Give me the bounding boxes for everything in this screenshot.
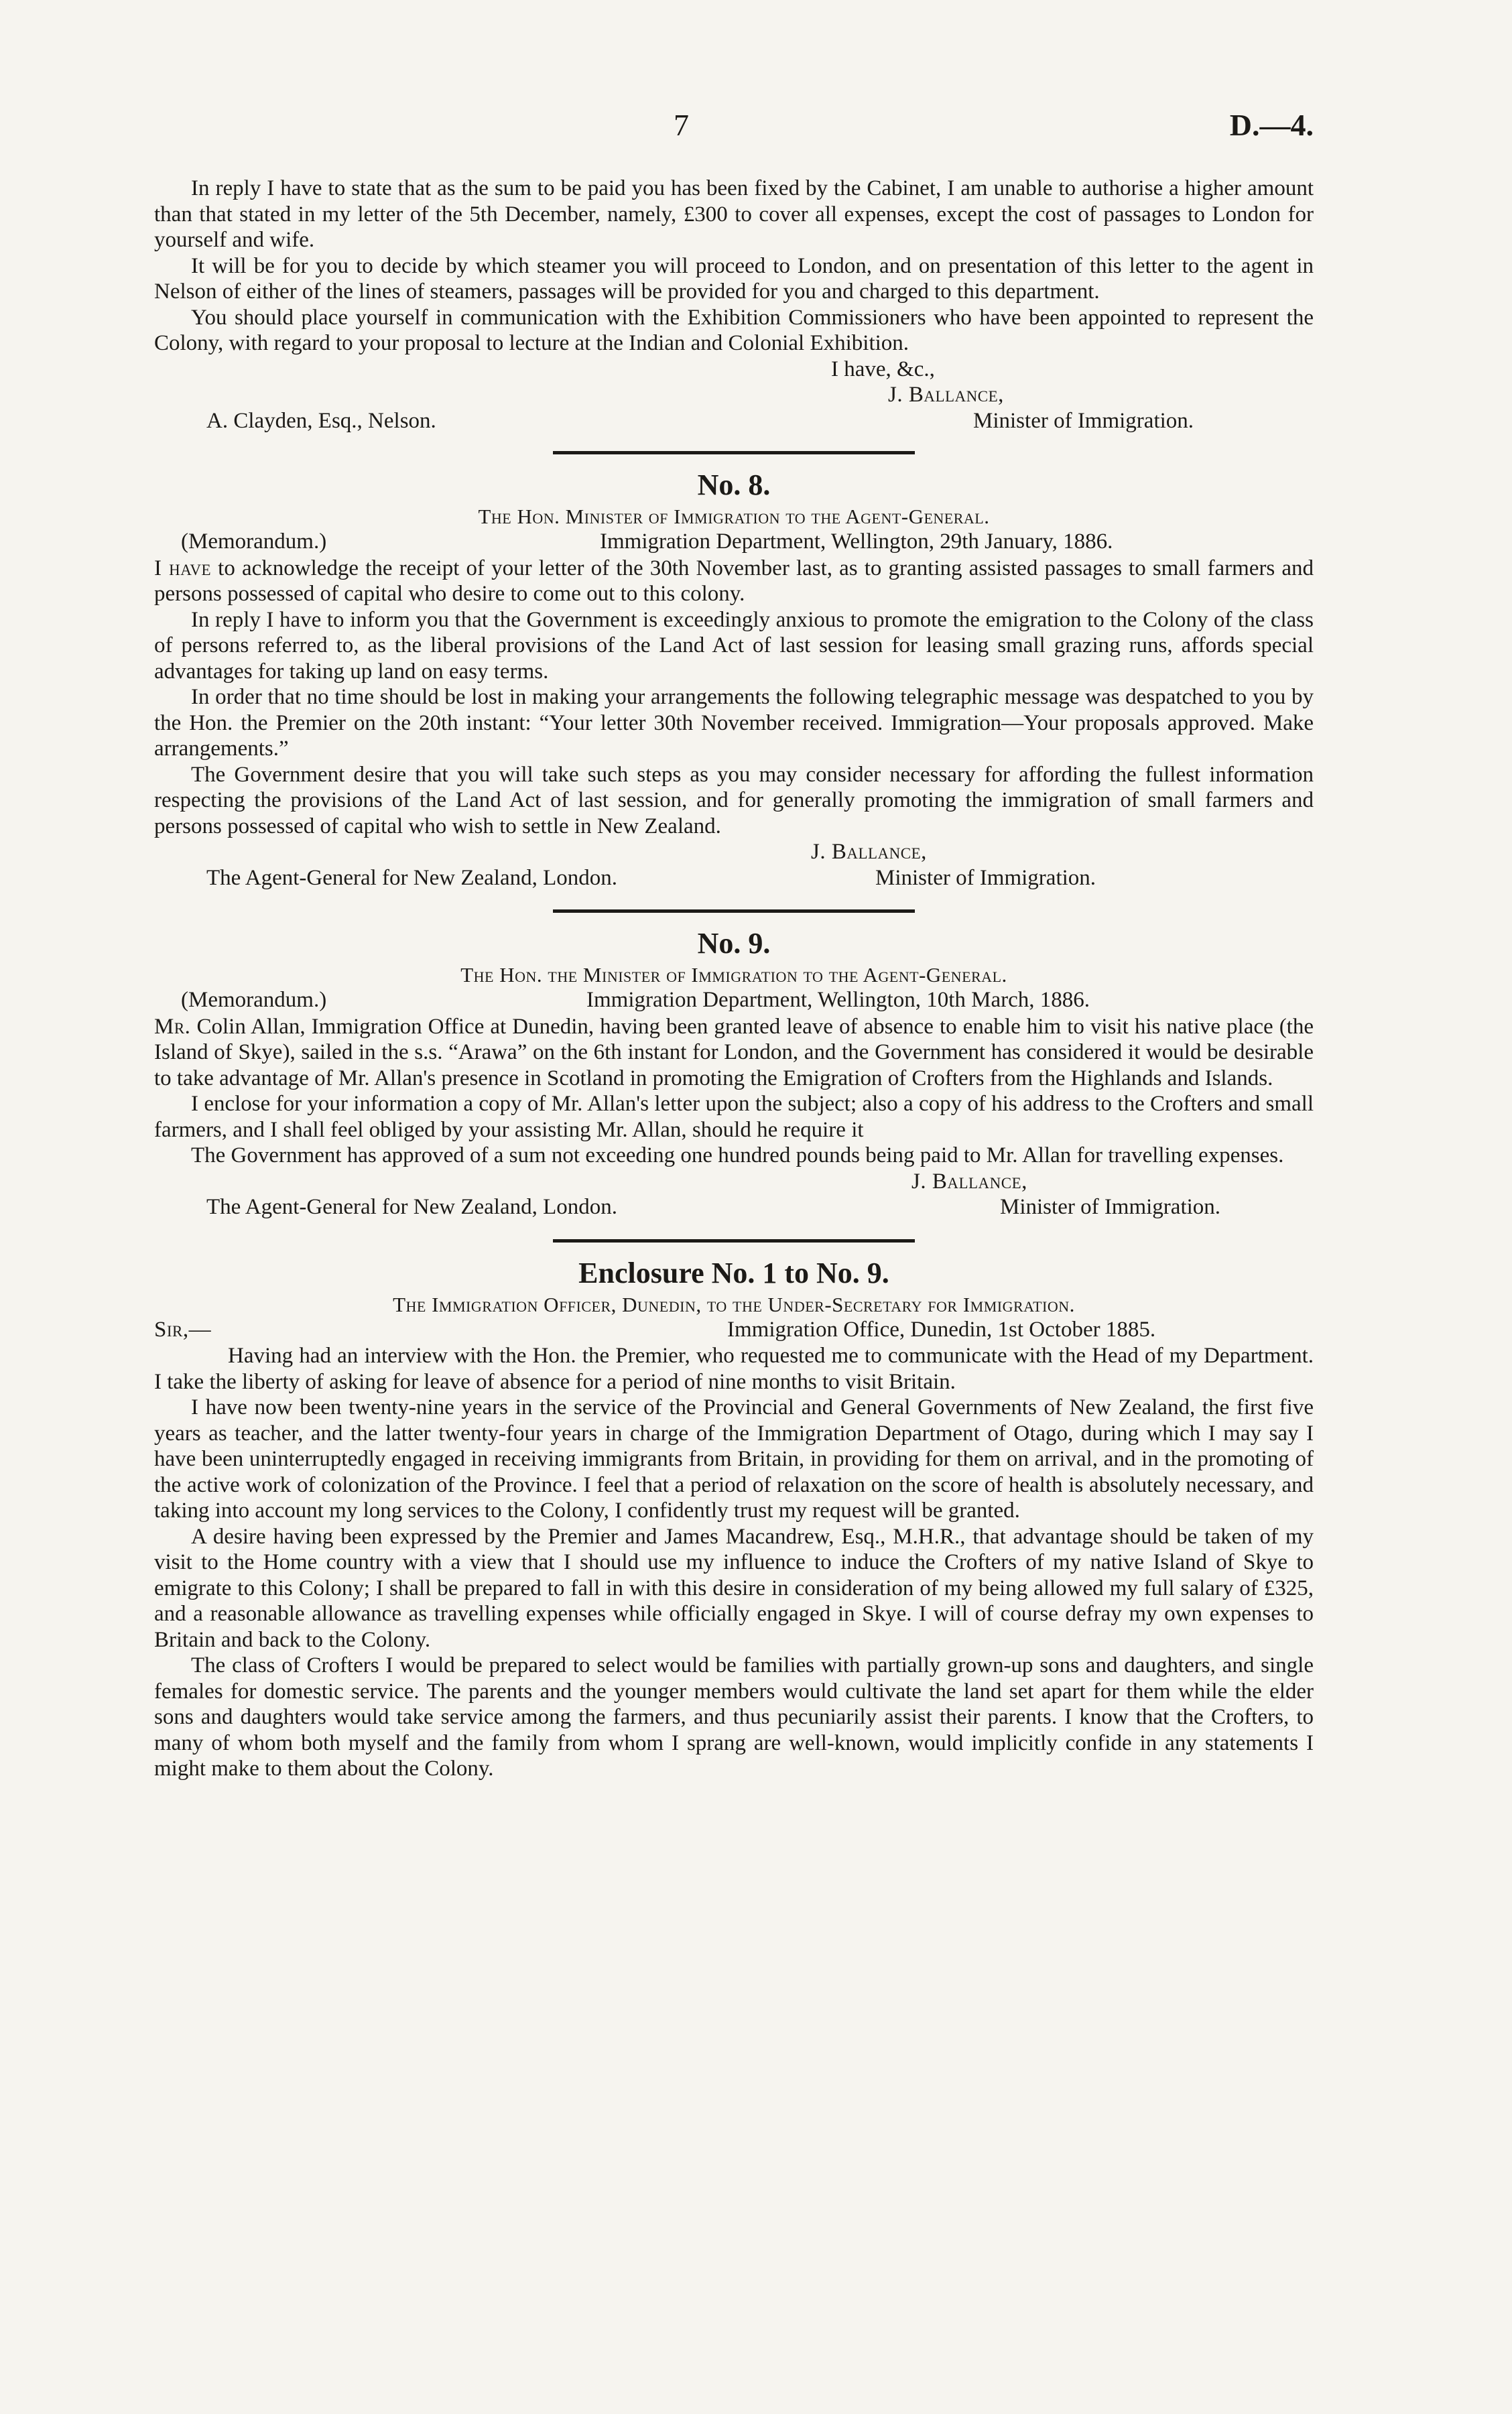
addressee-line xyxy=(154,1194,1314,1220)
paragraph: A desire having been expressed by the Premier and James Macandrew, Esq., M.H.R., that advantage should be taken of my visit to the Home country with a view that I should use my influence to induce the Crofters of my native Island of Skye to emigrate to this Colony; I shall be prepared to fall in with this desire in consideration of my being allowed my full salary of £325, and a reasonable allowance as travelling expenses while officially engaged in Skye. I will of course defray my own expenses to Britain and back to the Colony. xyxy=(154,1524,1314,1652)
opening-word: Mr. xyxy=(154,1014,191,1039)
memo-no-9 xyxy=(154,925,1314,1220)
page-header xyxy=(0,107,1512,154)
paragraph: Mr. Colin Allan, Immigration Office at Dunedin, having been granted leave of absence to enable him to visit his native place (the Island of Skye), sailed in the s.s. “Arawa” on the 6th instant for London, and the Government has considered it would be desirable to take advantage of Mr. Allan's presence in Scotland in promoting the Emigration of Crofters from the Highlands and Islands. xyxy=(154,1014,1314,1090)
memo-no-8 xyxy=(154,466,1314,891)
document-body xyxy=(154,176,1314,1782)
closing-line xyxy=(154,357,1314,383)
section-heading: No. 9. xyxy=(697,927,771,960)
paragraph: I have to acknowledge the receipt of your letter of the 30th November last, as to granting assisted passages to small farmers and persons possessed of capital who desire to come out to this colony. xyxy=(154,556,1314,606)
memo-label: (Memorandum.) xyxy=(181,988,327,1012)
dateline: Immigration Office, Dunedin, 1st October 1885. xyxy=(727,1317,1156,1342)
document-reference: D.—4. xyxy=(1229,108,1314,142)
paragraph: The Government desire that you will take such steps as you may consider necessary for affording the fullest information respecting the provisions of the Land Act of last session, and for generally promoting the immigration of small farmers and persons possessed of capital who wish to settle in New Zealand. xyxy=(154,762,1314,838)
signatory: J. Ballance, xyxy=(911,1169,1027,1194)
paragraph: The Government has approved of a sum not exceeding one hundred pounds being paid to Mr. Allan for travelling expenses. xyxy=(191,1143,1284,1167)
section-subheading: The Hon. Minister of Immigration to the Agent-General. xyxy=(478,505,990,528)
dateline: Immigration Department, Wellington, 10th March, 1886. xyxy=(586,988,1090,1012)
addressee: The Agent-General for New Zealand, London. xyxy=(206,865,618,890)
salutation: Sir,— xyxy=(154,1317,212,1342)
section-subheading: The Hon. the Minister of Immigration to the Agent-General. xyxy=(460,963,1007,987)
paragraph: I have now been twenty-nine years in the service of the Provincial and General Governments of New Zealand, the first five years as teacher, and the latter twenty-four years in charge of the Immigration Department of Otago, during which I may say I have been uninterruptedly engaged in receiving immigrants from Britain, in providing for them on arrival, and in the promoting of the active work of colonization of the Province. I feel that a period of relaxation on the score of health is absolutely necessary, and taking into account my long services to the Colony, I confidently trust my request will be granted. xyxy=(154,1395,1314,1523)
salutation-dateline xyxy=(154,1318,1314,1344)
section-subheading: The Immigration Officer, Dunedin, to the Under-Secretary for Immigration. xyxy=(393,1292,1075,1316)
paragraph: Having had an interview with the Hon. the Premier, who requested me to communicate with the Head of my Department. I take the liberty of asking for leave of absence for a period of nine months to visit Britain. xyxy=(154,1344,1314,1394)
memo-dateline xyxy=(154,988,1314,1014)
addressee: The Agent-General for New Zealand, London. xyxy=(206,1195,618,1219)
paragraph: In reply I have to inform you that the Government is exceedingly anxious to promote the emigration to the Colony of the class of persons referred to, as the liberal provisions of the Land Act of last session for leasing small grazing runs, affords special advantages for taking up land on easy terms. xyxy=(154,607,1314,684)
memo-dateline xyxy=(154,529,1314,556)
signatory: J. Ballance, xyxy=(811,840,927,864)
paragraph: The class of Crofters I would be prepared to select would be families with partially grown-up sons and daughters, and single females for domestic service. The parents and the younger members would cultivate the land set apart for them while the elder sons and daughters would take service among the farmers, and thus pecuniarily assist their parents. I know that the Crofters, to many of whom both myself and the family from whom I sprang are well-known, would implicitly confide in any statements I might make to them about the Colony. xyxy=(154,1653,1314,1781)
page-number: 7 xyxy=(674,108,689,142)
section-divider xyxy=(553,909,915,913)
enclosure-1-to-no-9 xyxy=(154,1255,1314,1782)
memo-label: (Memorandum.) xyxy=(181,529,327,554)
paragraph: You should place yourself in communication with the Exhibition Commissioners who have been appointed to represent the Colony, with regard to your proposal to lecture at the Indian and Colonial Exhibition. xyxy=(154,305,1314,355)
addressee: A. Clayden, Esq., Nelson. xyxy=(206,408,436,433)
signatory-title: Minister of Immigration. xyxy=(1000,1195,1221,1219)
signatory-line xyxy=(154,1169,1314,1195)
section-heading: No. 8. xyxy=(697,468,771,501)
section-divider xyxy=(553,1239,915,1243)
previous-letter xyxy=(154,176,1314,434)
signatory: J. Ballance, xyxy=(888,383,1004,407)
section-divider xyxy=(553,451,915,454)
addressee-line xyxy=(154,408,1314,434)
opening-word: I have xyxy=(154,556,212,580)
signatory-line xyxy=(154,839,1314,865)
addressee-line xyxy=(154,865,1314,891)
signatory-title: Minister of Immigration. xyxy=(973,408,1194,433)
paragraph: It will be for you to decide by which steamer you will proceed to London, and on presentation of this letter to the agent in Nelson of either of the lines of steamers, passages will be provided for you and charged to this department. xyxy=(154,253,1314,304)
closing: I have, &c., xyxy=(831,357,935,381)
paragraph: In order that no time should be lost in making your arrangements the following telegraphic message was despatched to you by the Hon. the Premier on the 20th instant: “Your letter 30th November received. Immigration—Your proposals approved. Make arrangements.” xyxy=(154,685,1314,761)
dateline: Immigration Department, Wellington, 29th January, 1886. xyxy=(600,529,1113,554)
signatory-line xyxy=(154,382,1314,408)
paragraph: In reply I have to state that as the sum to be paid you has been fixed by the Cabinet, I am unable to authorise a higher amount than that stated in my letter of the 5th December, namely, £300 to cover all expenses, except the cost of passages to London for yourself and wife. xyxy=(154,176,1314,252)
paragraph: I enclose for your information a copy of Mr. Allan's letter upon the subject; also a copy of his address to the Crofters and small farmers, and I shall feel obliged by your assisting Mr. Allan, should he require it xyxy=(154,1092,1314,1142)
section-heading: Enclosure No. 1 to No. 9. xyxy=(578,1256,889,1289)
signatory-title: Minister of Immigration. xyxy=(875,865,1096,890)
